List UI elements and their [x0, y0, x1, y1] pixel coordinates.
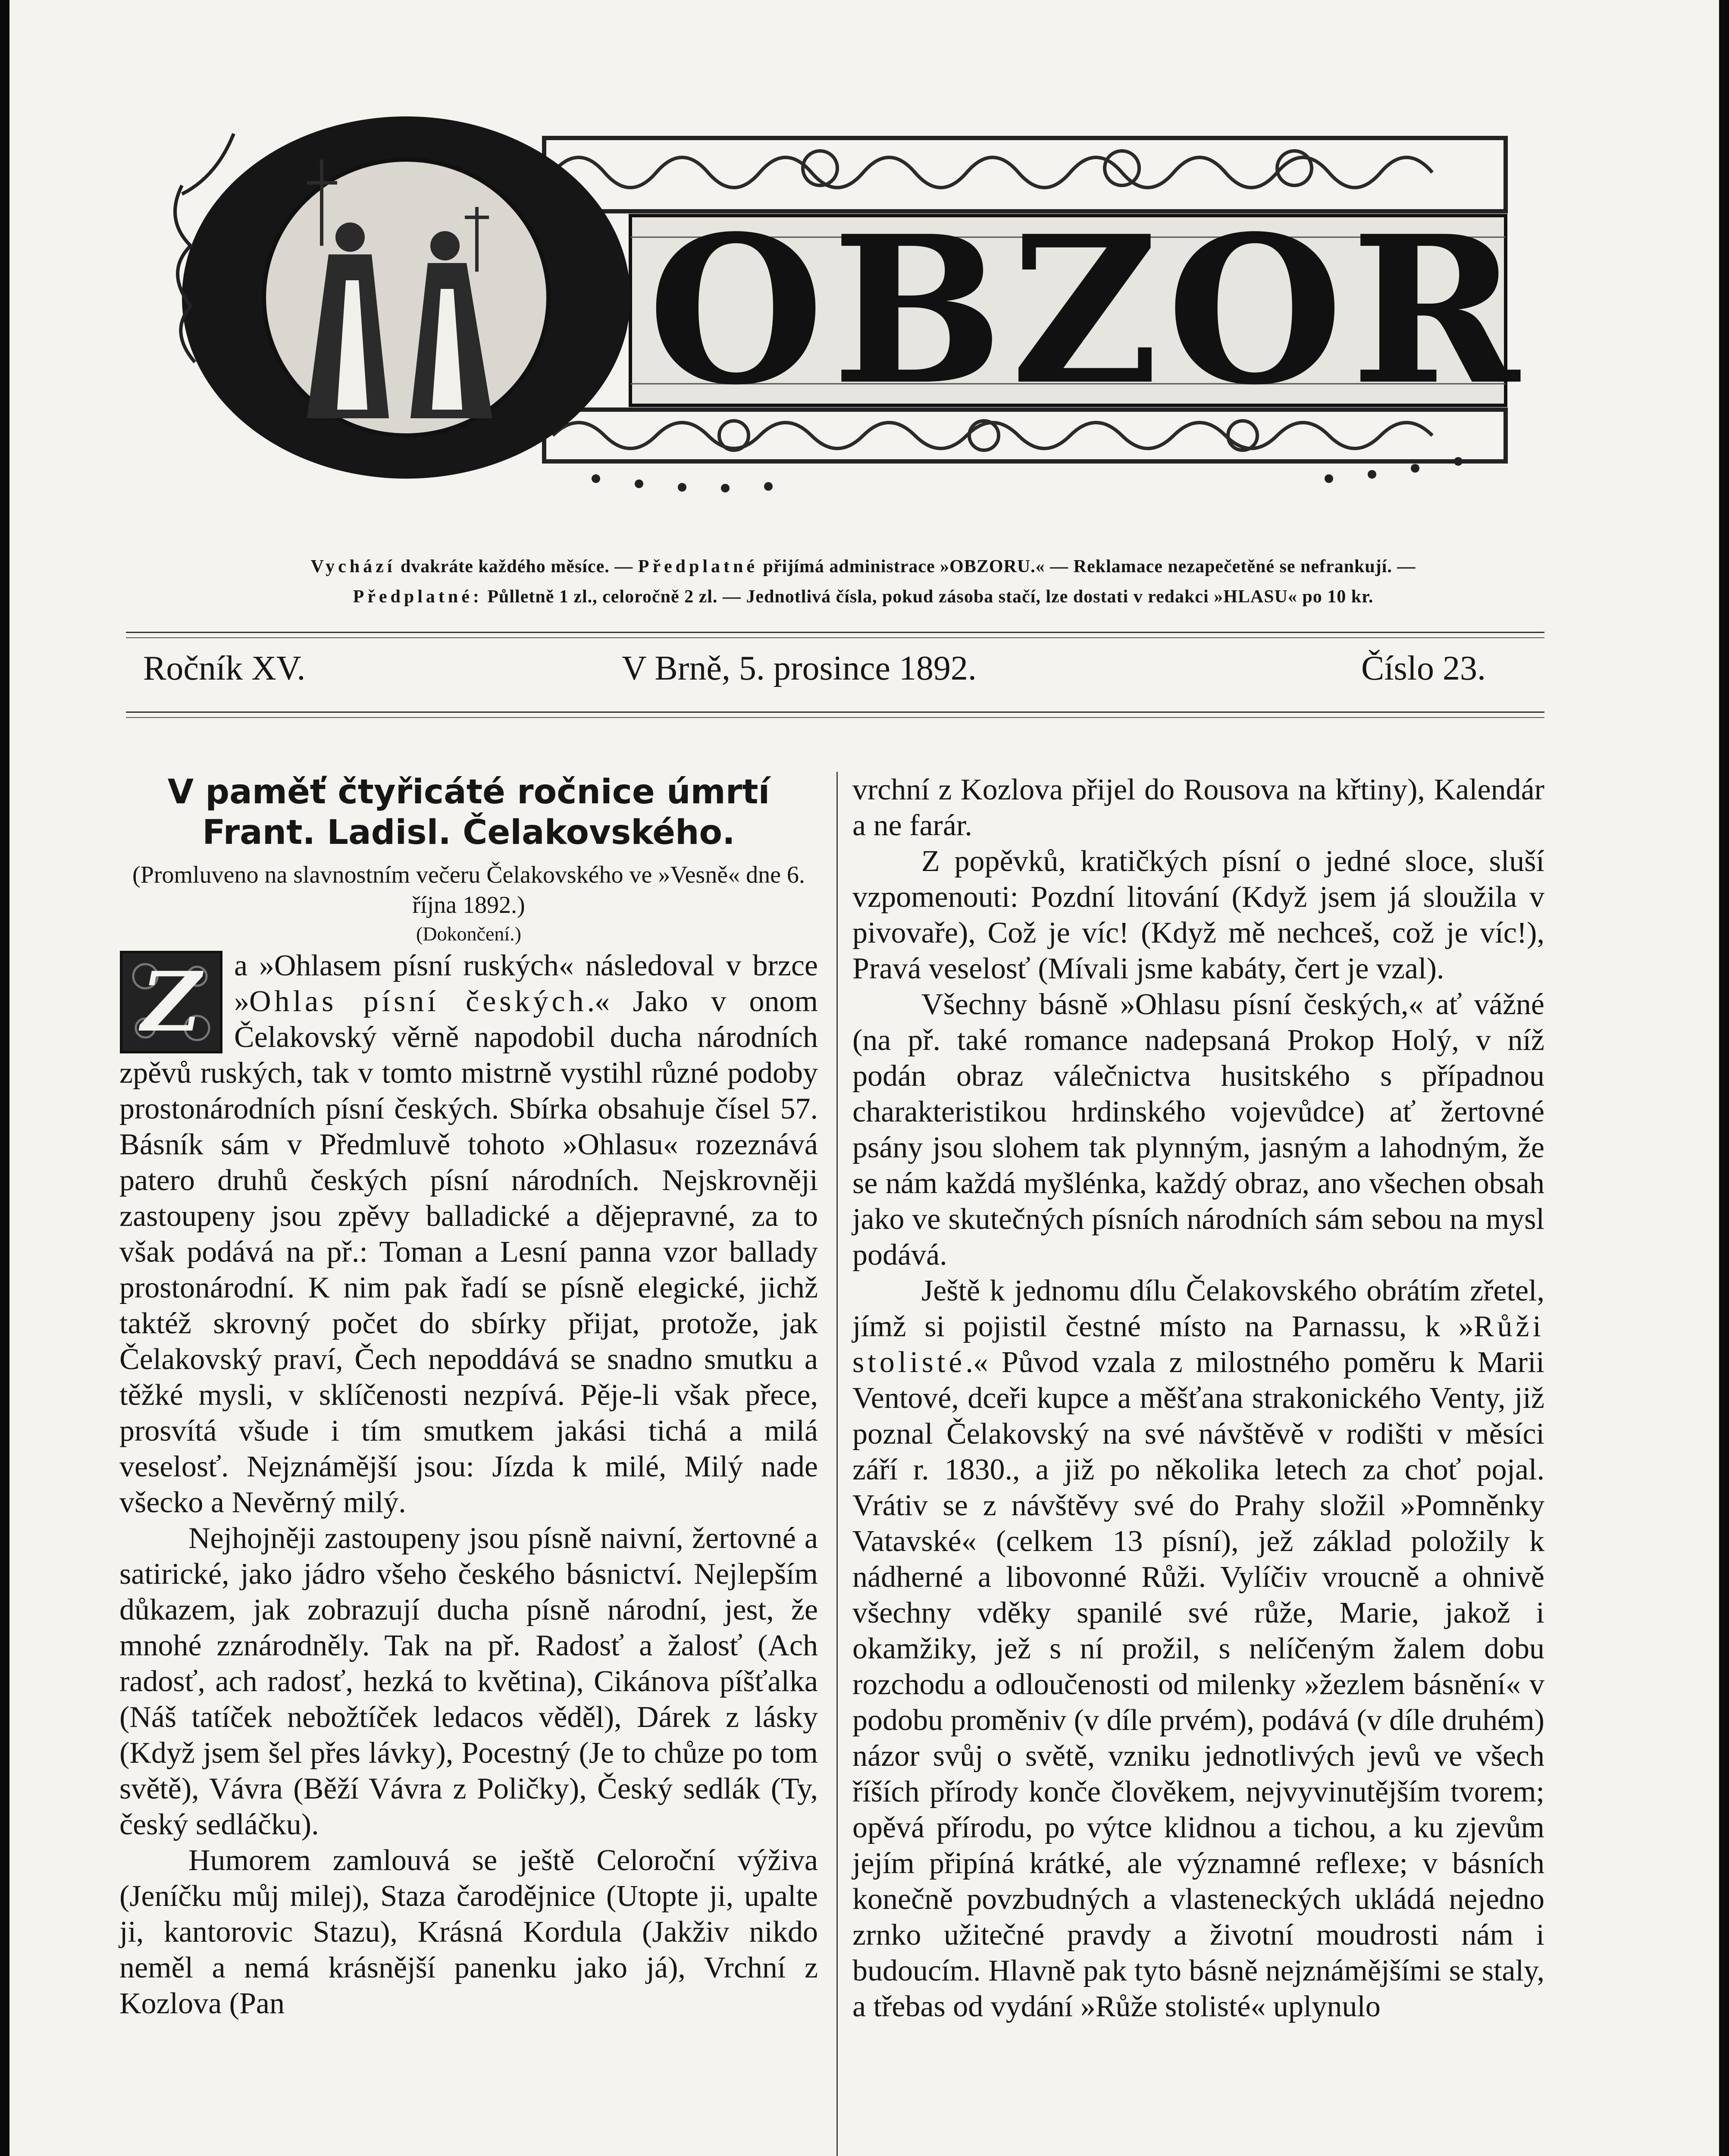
info-frequency: dvakráte každého měsíce. —	[400, 557, 633, 577]
masthead-title: OBZOR	[648, 191, 1527, 429]
left-p1-start: a »Ohlasem písní ruských« následoval v brzce »	[234, 949, 818, 1018]
right-p4-start: Ještě k jednomu dílu Čelakovského obrátím zřetel, jímž si pojistil čestné místo na Parnassu, k »	[852, 1274, 1544, 1343]
info-vychazi: Vychází	[310, 557, 396, 577]
rule-bottom-thin	[126, 717, 1544, 718]
info-line-2	[117, 586, 1609, 607]
article-title	[119, 772, 818, 853]
rule-top	[126, 632, 1544, 633]
ohlas-spaced-title: Ohlas písní českých	[249, 985, 587, 1018]
info-price-label: Předplatné:	[353, 587, 482, 607]
rule-bottom	[126, 711, 1544, 713]
right-paragraph-4	[852, 1273, 1544, 2024]
info-predplatne: Předplatné	[638, 557, 758, 577]
info-line-1	[117, 556, 1609, 577]
article-continued: (Dokončení.)	[416, 923, 521, 945]
left-paragraph-2: Nejhojněji zastoupeny jsou písně naivní, žertovné a satirické, jako jádro všeho českého básnictví. Nejlepším důkazem, jak zobrazují ducha písně národní, jest, že mnohé zznárodněly. Tak na př. Radosť a žalosť (Ach radosť, ach radosť, hezká to květina), Cikánova píšťalka (Náš tatíček nebožtíček ledacos věděl), Dárek z lásky (Když jsem šel přes lávky), Pocestný (Je to chůze po tom světě), Vávra (Běží Vávra z Poličky), Český sedlák (Ty, český sedláčku).	[119, 1522, 818, 1841]
right-paragraph-1: vrchní z Kozlova přijel do Rousova na křtiny), Kalendár a ne farár.	[852, 773, 1544, 842]
column-divider	[836, 772, 838, 2156]
ruze-spaced-title: Růži stolisté	[852, 1310, 1544, 1379]
article-note: (Promluveno na slavnostním večeru Čelakovského ve »Vesně« dne 6. října 1892.)	[132, 862, 805, 918]
volume-label: Ročník XV.	[143, 649, 306, 687]
masthead	[165, 108, 1527, 496]
article-left-column	[119, 772, 818, 2021]
info-prices: Půlletně 1 zl., celoročně 2 zl. — Jednotlivá čísla, pokud zásoba stačí, lze dostati v redakci »HLASU« po 10 kr.	[487, 587, 1374, 607]
article-title-line-2: Frant. Ladisl. Čelakovského.	[202, 813, 735, 852]
dropcap	[119, 950, 223, 1054]
article-right-column	[852, 772, 1544, 2024]
dropcap-letter: Z	[141, 954, 201, 1050]
left-paragraph-1	[119, 948, 818, 1520]
newspaper-page	[9, 0, 1719, 2156]
right-paragraph-2: Z popěvků, kratičkých písní o jedné sloce, sluší vzpomenouti: Pozdní litování (Když jsem já sloužila v pivovaře), Což je víc! (Když mě nechceš, což je víc!), Pravá veselosť (Mívali jsme kabáty, čert je vzal).	[852, 845, 1544, 985]
rule-top-thin	[126, 637, 1544, 638]
info-administration: přijímá administrace »OBZORU.« — Reklamace nezapečetěné se nefrankují. —	[763, 557, 1416, 577]
right-p4-rest: .« Původ vzala z milostného poměru k Marii Ventové, dceři kupce a měšťana strakonického Venty, již poznal Čelakovský na své návštěvě v rodišti v měsíci září r. 1830., a již po několika letech za choť pojal. Vrátiv se z návštěvy své do Prahy složil »Pomněnky Vatavské« (celkem 13 písní), jež základ položily k nádherné a libovonné Růži. Vylíčiv vroucně a ohnivě všechny vděky spanilé své růže, Marie, jakož i okamžiky, jež s ní prožil, s nelíčeným žalem dobu rozchodu a odloučenosti od milenky »žezlem básnění« v podobu proměniv (v díle prvém), podává (v díle druhém) názor svůj o světě, vzniku jednotlivých jevů ve všech říších přírody konče člověkem, nejvyvinutějším tvorem; opěvá přírodu, po výtce klidnou a tichou, a ku zjevům jejím připíná krátké, ale významné reflexe; v básních konečně povzbudných a vlasteneckých ukládá nejedno zrnko užitečné pravdy a životní moudrosti nám i budoucím. Hlavně pak tyto básně nejznámějšími se staly, a třebas od vydání »Růže stolisté« uplynulo	[852, 1346, 1544, 2023]
left-p1-rest: .« Jako v onom Čelakovský věrně napodobil ducha národních zpěvů ruských, tak v tomto mistrně vystihl různé podoby prostonárodních písní českých. Sbírka obsahuje čísel 57. Básník sám v Předmluvě tohoto »Ohlasu« rozeznává patero druhů českých písní národních. Nejskrovněji zastoupeny jsou zpěvy balladické a dějepravné, za to však podává na př.: Toman a Lesní panna vzor ballady prostonárodní. K nim pak řadí se písně elegické, jichž taktéž skrovný počet do sbírky přijat, protože, jak Čelakovský praví, Čech nepoddává se snadno smutku a těžké mysli, v sklíčenosti nezpívá. Pěje-li však přece, prosvítá všude i tím smutkem jakási tichá a milá veselosť. Nejznámější jsou: Jízda k milé, Milý nade všecko a Nevěrný milý.	[119, 985, 818, 1519]
issue-number: Číslo 23.	[1361, 649, 1486, 687]
issue-date: V Brně, 5. prosince 1892.	[622, 649, 977, 687]
left-paragraph-3: Humorem zamlouvá se ještě Celoroční výživa (Jeníčku můj milej), Staza čarodějnice (Utopte ji, upalte ji, kantorovic Stazu), Krásná Kordula (Jakživ nikdo neměl a nemá krásnější panenku jako já), Vrchní z Kozlova (Pan	[119, 1844, 818, 2020]
right-paragraph-3: Všechny básně »Ohlasu písní českých,« ať vážné (na př. také romance nadepsaná Prokop Holý, v níž podán obraz válečnictva husitského s případnou charakteristikou hrdinského vojevůdce) ať žertovné psány jsou slohem tak plynným, jasným a lahodným, že se nám každá myšlénka, každý obraz, ano všechen obsah jako ve skutečných písních národních sám sebou na mysl podává.	[852, 988, 1544, 1272]
article-title-line-1: V paměť čtyřicáté ročnice úmrtí	[167, 773, 770, 812]
